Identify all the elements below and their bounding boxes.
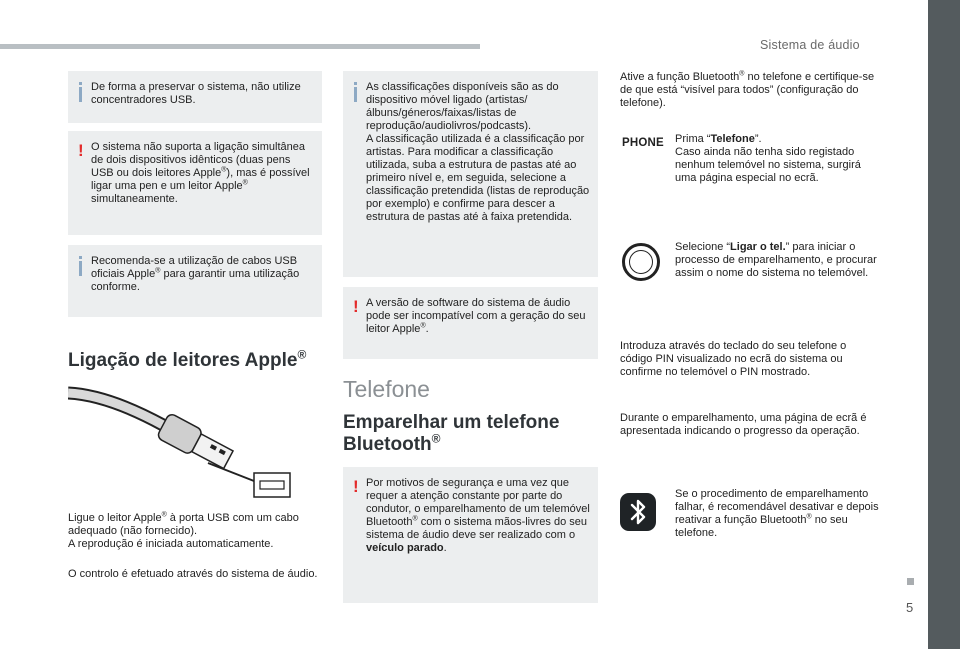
paragraph-connect: Ligue o leitor Apple® à porta USB com um cabo adequado (não fornecido). A reprodução é iniciada automaticamente.	[68, 511, 299, 550]
paragraph-activate-bluetooth: Ative a função Bluetooth® no telefone e certifique-se de que está “visível para todos” (configuração do telefone).	[620, 70, 875, 109]
bluetooth-icon	[620, 493, 656, 531]
info-bar-icon	[78, 82, 84, 105]
round-button-icon	[622, 243, 660, 281]
note-text: O sistema não suporta a ligação simultânea de dois dispositivos idênticos (duas pens USB ou dois leitores Apple®), mas é possível ligar uma pen e um leitor Apple® simultaneamente.	[91, 141, 310, 205]
usb-cable-illustration	[68, 385, 298, 500]
heading-apple-players: Ligação de leitores Apple®	[68, 347, 307, 371]
paragraph-pin: Introduza através do teclado do seu telefone o código PIN visualizado no ecrã do sistema ou confirme no telemóvel o PIN mostrado.	[620, 340, 847, 378]
section-title: Sistema de áudio	[760, 38, 860, 52]
step-connect-phone: Selecione “Ligar o tel.” para iniciar o processo de emparelhamento, e procurar assim o nome do sistema no telemóvel.	[675, 241, 877, 279]
title-telefone: Telefone	[343, 376, 430, 402]
info-note-classifications	[343, 71, 598, 277]
info-note-cables	[68, 245, 322, 317]
exclamation-icon: !	[78, 141, 84, 160]
step-press-phone: Prima “Telefone”. Caso ainda não tenha sido registado nenhum telemóvel no sistema, surgirá uma página especial no ecrã.	[675, 133, 861, 184]
heading-pair-bluetooth: Emparelhar um telefone Bluetooth®	[343, 412, 560, 455]
step-retry-bluetooth: Se o procedimento de emparelhamento falhar, é recomendável desativar e depois reativar a função Bluetooth® no seu telefone.	[675, 488, 879, 539]
header-bar	[0, 44, 480, 49]
page-number: 5	[906, 600, 914, 615]
paragraph-progress: Durante o emparelhamento, uma página de ecrã é apresentada indicando o progresso da operação.	[620, 412, 867, 437]
note-text: De forma a preservar o sistema, não utilize concentradores USB.	[91, 81, 301, 106]
side-tab	[928, 0, 960, 649]
end-mark	[907, 578, 914, 585]
warning-note-safety	[343, 467, 598, 603]
exclamation-icon: !	[353, 477, 359, 496]
note-text: As classificações disponíveis são as do dispositivo móvel ligado (artistas/álbuns/géneros/faixas/listas de reprodução/audiolivros/podcasts). A classificação utilizada é a classificação por artistas. Para modificar a classificação utilizada, suba a estrutura de pastas até ao primeiro nível e, em seguida, selecione a classificação pretendida (listas de reprodução por exemplo) e confirme para descer a estrutura de pastas até à faixa pretendida.	[366, 81, 590, 223]
info-note-usb-hub	[68, 71, 322, 123]
note-text: Por motivos de segurança e uma vez que requer a atenção constante por parte do condutor, o emparelhamento de um telemóvel Bluetooth® com o sistema mãos-livres do seu sistema de áudio deve ser realizado com o veículo parado.	[366, 477, 590, 554]
note-text: A versão de software do sistema de áudio pode ser incompatível com a geração do seu leitor Apple®.	[366, 297, 586, 335]
note-text: Recomenda-se a utilização de cabos USB oficiais Apple® para garantir uma utilização conforme.	[91, 255, 300, 293]
warning-note-software	[343, 287, 598, 359]
paragraph-control: O controlo é efetuado através do sistema de áudio.	[68, 568, 318, 580]
info-bar-icon	[353, 82, 359, 105]
warning-note-devices	[68, 131, 322, 235]
exclamation-icon: !	[353, 297, 359, 316]
phone-button-label: PHONE	[622, 137, 664, 149]
info-bar-icon	[78, 256, 84, 279]
